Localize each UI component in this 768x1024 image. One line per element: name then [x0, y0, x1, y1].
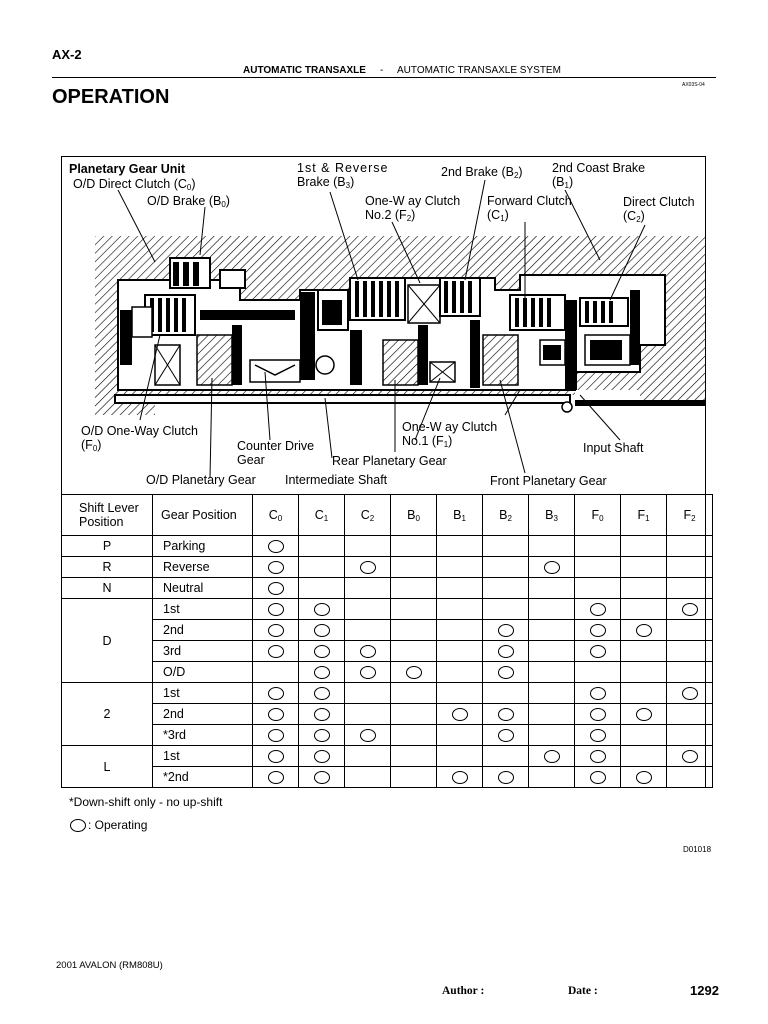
element-cell [391, 662, 437, 683]
shift-lever-cell: D [62, 599, 153, 683]
label-second-coast-brake-2: $(B_1)$ [552, 175, 574, 190]
element-cell [575, 620, 621, 641]
operating-circle-icon [636, 771, 652, 784]
footer-author: Author : [442, 985, 485, 997]
header-gear-position: Gear Position [153, 495, 253, 536]
element-cell [253, 683, 299, 704]
element-cell [529, 704, 575, 725]
element-cell [253, 620, 299, 641]
operating-circle-icon [314, 729, 330, 742]
element-cell [299, 767, 345, 788]
gear-position-cell: 1st [153, 599, 253, 620]
element-cell [667, 746, 713, 767]
element-cell [391, 704, 437, 725]
element-cell [529, 746, 575, 767]
element-cell [253, 746, 299, 767]
element-cell [483, 620, 529, 641]
element-cell [529, 683, 575, 704]
element-cell [575, 641, 621, 662]
operating-circle-icon [314, 666, 330, 679]
element-cell [667, 599, 713, 620]
element-cell [667, 662, 713, 683]
label-one-way-clutch-2: One-W ay Clutch [365, 194, 461, 208]
element-cell [483, 578, 529, 599]
footnote: *Down-shift only - no up-shift [69, 795, 223, 809]
element-cell [299, 620, 345, 641]
header-element: $C_2$ [345, 495, 391, 536]
element-cell [437, 767, 483, 788]
element-cell [391, 557, 437, 578]
element-cell [483, 746, 529, 767]
element-cell [437, 662, 483, 683]
operating-circle-icon [498, 645, 514, 658]
table-row [62, 683, 713, 704]
operating-circle-icon [268, 561, 284, 574]
gear-position-cell: 3rd [153, 641, 253, 662]
element-cell [667, 704, 713, 725]
element-cell [483, 683, 529, 704]
element-cell [253, 557, 299, 578]
table-row [62, 557, 713, 578]
element-cell [621, 557, 667, 578]
operating-circle-icon [268, 687, 284, 700]
header-element: $F_0$ [575, 495, 621, 536]
operating-circle-icon [590, 624, 606, 637]
operating-circle-icon [268, 729, 284, 742]
element-cell [299, 641, 345, 662]
operating-circle-icon [498, 708, 514, 721]
element-cell [345, 641, 391, 662]
element-cell [299, 746, 345, 767]
header-subtitle: AUTOMATIC TRANSAXLE SYSTEM [397, 65, 561, 76]
label-od-one-way-clutch: O/D One-Way Clutch [81, 424, 198, 438]
label-intermediate-shaft: Intermediate Shaft [285, 473, 388, 487]
element-cell [483, 641, 529, 662]
table-header-row [62, 495, 713, 536]
element-cell [391, 641, 437, 662]
element-cell [483, 557, 529, 578]
element-cell [345, 704, 391, 725]
element-cell [437, 536, 483, 557]
label-first-reverse-brake: 1st & Reverse [297, 161, 389, 175]
element-cell [621, 704, 667, 725]
label-od-planetary-gear: O/D Planetary Gear [146, 473, 256, 487]
element-cell [437, 578, 483, 599]
element-cell [667, 620, 713, 641]
element-cell [529, 578, 575, 599]
label-one-way-clutch-2-b: No.2 $(F_2)$ [365, 208, 416, 223]
label-od-one-way-clutch-2: $(F_0)$ [81, 438, 102, 453]
element-cell [529, 725, 575, 746]
element-cell [575, 704, 621, 725]
label-second-coast-brake: 2nd Coast Brake [552, 161, 646, 175]
operating-circle-icon [452, 771, 468, 784]
operating-circle-icon [590, 729, 606, 742]
operating-circle-icon [498, 729, 514, 742]
label-second-brake: 2nd Brake $(B_2)$ [441, 165, 523, 180]
header-element: $B_0$ [391, 495, 437, 536]
element-cell [253, 662, 299, 683]
operating-circle-icon [268, 771, 284, 784]
element-cell [345, 557, 391, 578]
element-cell [575, 725, 621, 746]
label-od-brake: O/D Brake $(B_0)$ [147, 194, 230, 209]
table-row [62, 620, 713, 641]
element-cell [391, 620, 437, 641]
header-separator: - [380, 65, 384, 76]
element-cell [667, 725, 713, 746]
table-row [62, 767, 713, 788]
label-counter-drive-gear-2: Gear [237, 453, 265, 467]
label-counter-drive-gear: Counter Drive [237, 439, 315, 453]
table-row [62, 725, 713, 746]
element-cell [483, 662, 529, 683]
header-element: $B_1$ [437, 495, 483, 536]
label-one-way-clutch-1-b: No.1 $(F_1)$ [402, 434, 453, 449]
element-cell [391, 746, 437, 767]
element-cell [437, 557, 483, 578]
legend-operating: : Operating [70, 818, 147, 832]
operating-circle-icon [360, 666, 376, 679]
element-cell [345, 767, 391, 788]
label-forward-clutch: Forward Clutch [487, 194, 572, 208]
operating-circle-icon [360, 561, 376, 574]
operating-circle-icon [590, 645, 606, 658]
element-cell [575, 683, 621, 704]
gear-position-cell: O/D [153, 662, 253, 683]
element-cell [437, 746, 483, 767]
section-title: OPERATION [52, 86, 170, 108]
operating-circle-icon [498, 771, 514, 784]
element-cell [391, 578, 437, 599]
label-first-reverse-brake-2: Brake $(B_3)$ [297, 175, 355, 190]
shift-lever-cell: R [62, 557, 153, 578]
element-cell [575, 578, 621, 599]
element-cell [437, 683, 483, 704]
operating-circle-icon [590, 603, 606, 616]
label-od-direct-clutch: O/D Direct Clutch $(C_0)$ [73, 177, 196, 192]
gear-position-cell: 1st [153, 683, 253, 704]
gear-position-cell: Neutral [153, 578, 253, 599]
shift-lever-cell: P [62, 536, 153, 557]
element-cell [621, 662, 667, 683]
label-direct-clutch: Direct Clutch [623, 195, 695, 209]
element-cell [253, 725, 299, 746]
element-cell [253, 578, 299, 599]
gear-position-cell: Parking [153, 536, 253, 557]
operating-circle-icon [314, 645, 330, 658]
element-cell [621, 641, 667, 662]
table-row [62, 578, 713, 599]
operating-circle-icon [682, 750, 698, 763]
operating-circle-icon [406, 666, 422, 679]
element-cell [483, 599, 529, 620]
operating-circle-icon [498, 666, 514, 679]
footer-page-number: 1292 [690, 983, 719, 998]
element-cell [483, 704, 529, 725]
operating-circle-icon [682, 603, 698, 616]
header-element: $C_1$ [299, 495, 345, 536]
element-cell [391, 767, 437, 788]
element-cell [299, 662, 345, 683]
table-row [62, 599, 713, 620]
operating-circle-icon [636, 624, 652, 637]
operating-circle-icon [590, 750, 606, 763]
element-cell [667, 536, 713, 557]
label-input-shaft: Input Shaft [583, 441, 644, 455]
element-cell [345, 599, 391, 620]
figure-code: D01018 [683, 845, 712, 854]
operating-circle-icon [590, 771, 606, 784]
element-cell [483, 536, 529, 557]
gear-position-cell: *3rd [153, 725, 253, 746]
element-cell [345, 683, 391, 704]
operating-circle-icon [360, 645, 376, 658]
element-cell [299, 725, 345, 746]
element-cell [529, 557, 575, 578]
operating-circle-icon [452, 708, 468, 721]
element-cell [345, 746, 391, 767]
gear-position-cell: *2nd [153, 767, 253, 788]
element-cell [299, 599, 345, 620]
element-cell [437, 620, 483, 641]
element-cell [575, 599, 621, 620]
element-cell [345, 725, 391, 746]
label-forward-clutch-2: $(C_1)$ [487, 208, 509, 223]
element-cell [529, 767, 575, 788]
gear-position-cell: 1st [153, 746, 253, 767]
element-cell [253, 767, 299, 788]
element-cell [299, 557, 345, 578]
element-cell [621, 620, 667, 641]
element-cell [575, 557, 621, 578]
operating-circle-icon [314, 750, 330, 763]
operating-circle-icon [590, 708, 606, 721]
element-cell [299, 683, 345, 704]
element-cell [345, 662, 391, 683]
operation-table [61, 494, 713, 788]
element-cell [437, 599, 483, 620]
operating-circle-icon [360, 729, 376, 742]
gear-position-cell: 2nd [153, 704, 253, 725]
operating-circle-icon [268, 750, 284, 763]
page-code: AX-2 [52, 47, 82, 62]
operating-circle-icon [268, 603, 284, 616]
element-cell [575, 662, 621, 683]
operating-circle-icon [70, 819, 86, 832]
element-cell [529, 620, 575, 641]
element-cell [667, 557, 713, 578]
element-cell [391, 536, 437, 557]
label-direct-clutch-2: $(C_2)$ [623, 209, 645, 224]
footer-date: Date : [568, 985, 598, 997]
operating-circle-icon [268, 624, 284, 637]
operating-circle-icon [268, 540, 284, 553]
element-cell [299, 704, 345, 725]
element-cell [667, 683, 713, 704]
element-cell [667, 578, 713, 599]
element-cell [621, 536, 667, 557]
element-cell [483, 767, 529, 788]
element-cell [391, 683, 437, 704]
label-front-planetary-gear: Front Planetary Gear [490, 474, 607, 488]
label-planetary-gear-unit: Planetary Gear Unit [69, 162, 186, 176]
element-cell [253, 599, 299, 620]
element-cell [391, 725, 437, 746]
operating-circle-icon [314, 687, 330, 700]
header-element: $B_3$ [529, 495, 575, 536]
operating-circle-icon [268, 645, 284, 658]
element-cell [529, 599, 575, 620]
operating-circle-icon [314, 708, 330, 721]
table-row [62, 746, 713, 767]
element-cell [253, 536, 299, 557]
element-cell [345, 620, 391, 641]
shift-lever-cell: N [62, 578, 153, 599]
header-element: $B_2$ [483, 495, 529, 536]
element-cell [299, 536, 345, 557]
operating-circle-icon [682, 687, 698, 700]
header-element: $F_1$ [621, 495, 667, 536]
element-cell [437, 704, 483, 725]
header-element: $F_2$ [667, 495, 713, 536]
table-row [62, 536, 713, 557]
footer-model: 2001 AVALON (RM808U) [56, 960, 163, 971]
operating-circle-icon [314, 624, 330, 637]
operating-circle-icon [314, 771, 330, 784]
header-code: AX03S-04 [682, 82, 705, 88]
element-cell [345, 578, 391, 599]
operating-circle-icon [636, 708, 652, 721]
element-cell [483, 725, 529, 746]
header-shift-lever-position: Shift Lever Position [62, 495, 153, 536]
element-cell [621, 767, 667, 788]
element-cell [253, 641, 299, 662]
element-cell [667, 767, 713, 788]
element-cell [253, 704, 299, 725]
table-row [62, 704, 713, 725]
element-cell [575, 536, 621, 557]
element-cell [575, 746, 621, 767]
element-cell [575, 767, 621, 788]
element-cell [299, 578, 345, 599]
operating-circle-icon [498, 624, 514, 637]
operating-circle-icon [544, 561, 560, 574]
operating-circle-icon [268, 708, 284, 721]
operating-circle-icon [314, 603, 330, 616]
element-cell [437, 641, 483, 662]
element-cell [667, 641, 713, 662]
table-row [62, 662, 713, 683]
shift-lever-cell: 2 [62, 683, 153, 746]
element-cell [621, 746, 667, 767]
operating-circle-icon [544, 750, 560, 763]
label-one-way-clutch-1: One-W ay Clutch [402, 420, 498, 434]
gear-position-cell: Reverse [153, 557, 253, 578]
element-cell [621, 725, 667, 746]
element-cell [529, 641, 575, 662]
element-cell [529, 662, 575, 683]
label-rear-planetary-gear: Rear Planetary Gear [332, 454, 447, 468]
element-cell [621, 683, 667, 704]
operating-circle-icon [268, 582, 284, 595]
element-cell [621, 578, 667, 599]
element-cell [345, 536, 391, 557]
header-title: AUTOMATIC TRANSAXLE [243, 65, 366, 76]
element-cell [621, 599, 667, 620]
shift-lever-cell: L [62, 746, 153, 788]
element-cell [437, 725, 483, 746]
element-cell [529, 536, 575, 557]
gear-position-cell: 2nd [153, 620, 253, 641]
operating-circle-icon [590, 687, 606, 700]
header-element: $C_0$ [253, 495, 299, 536]
table-row [62, 641, 713, 662]
element-cell [391, 599, 437, 620]
